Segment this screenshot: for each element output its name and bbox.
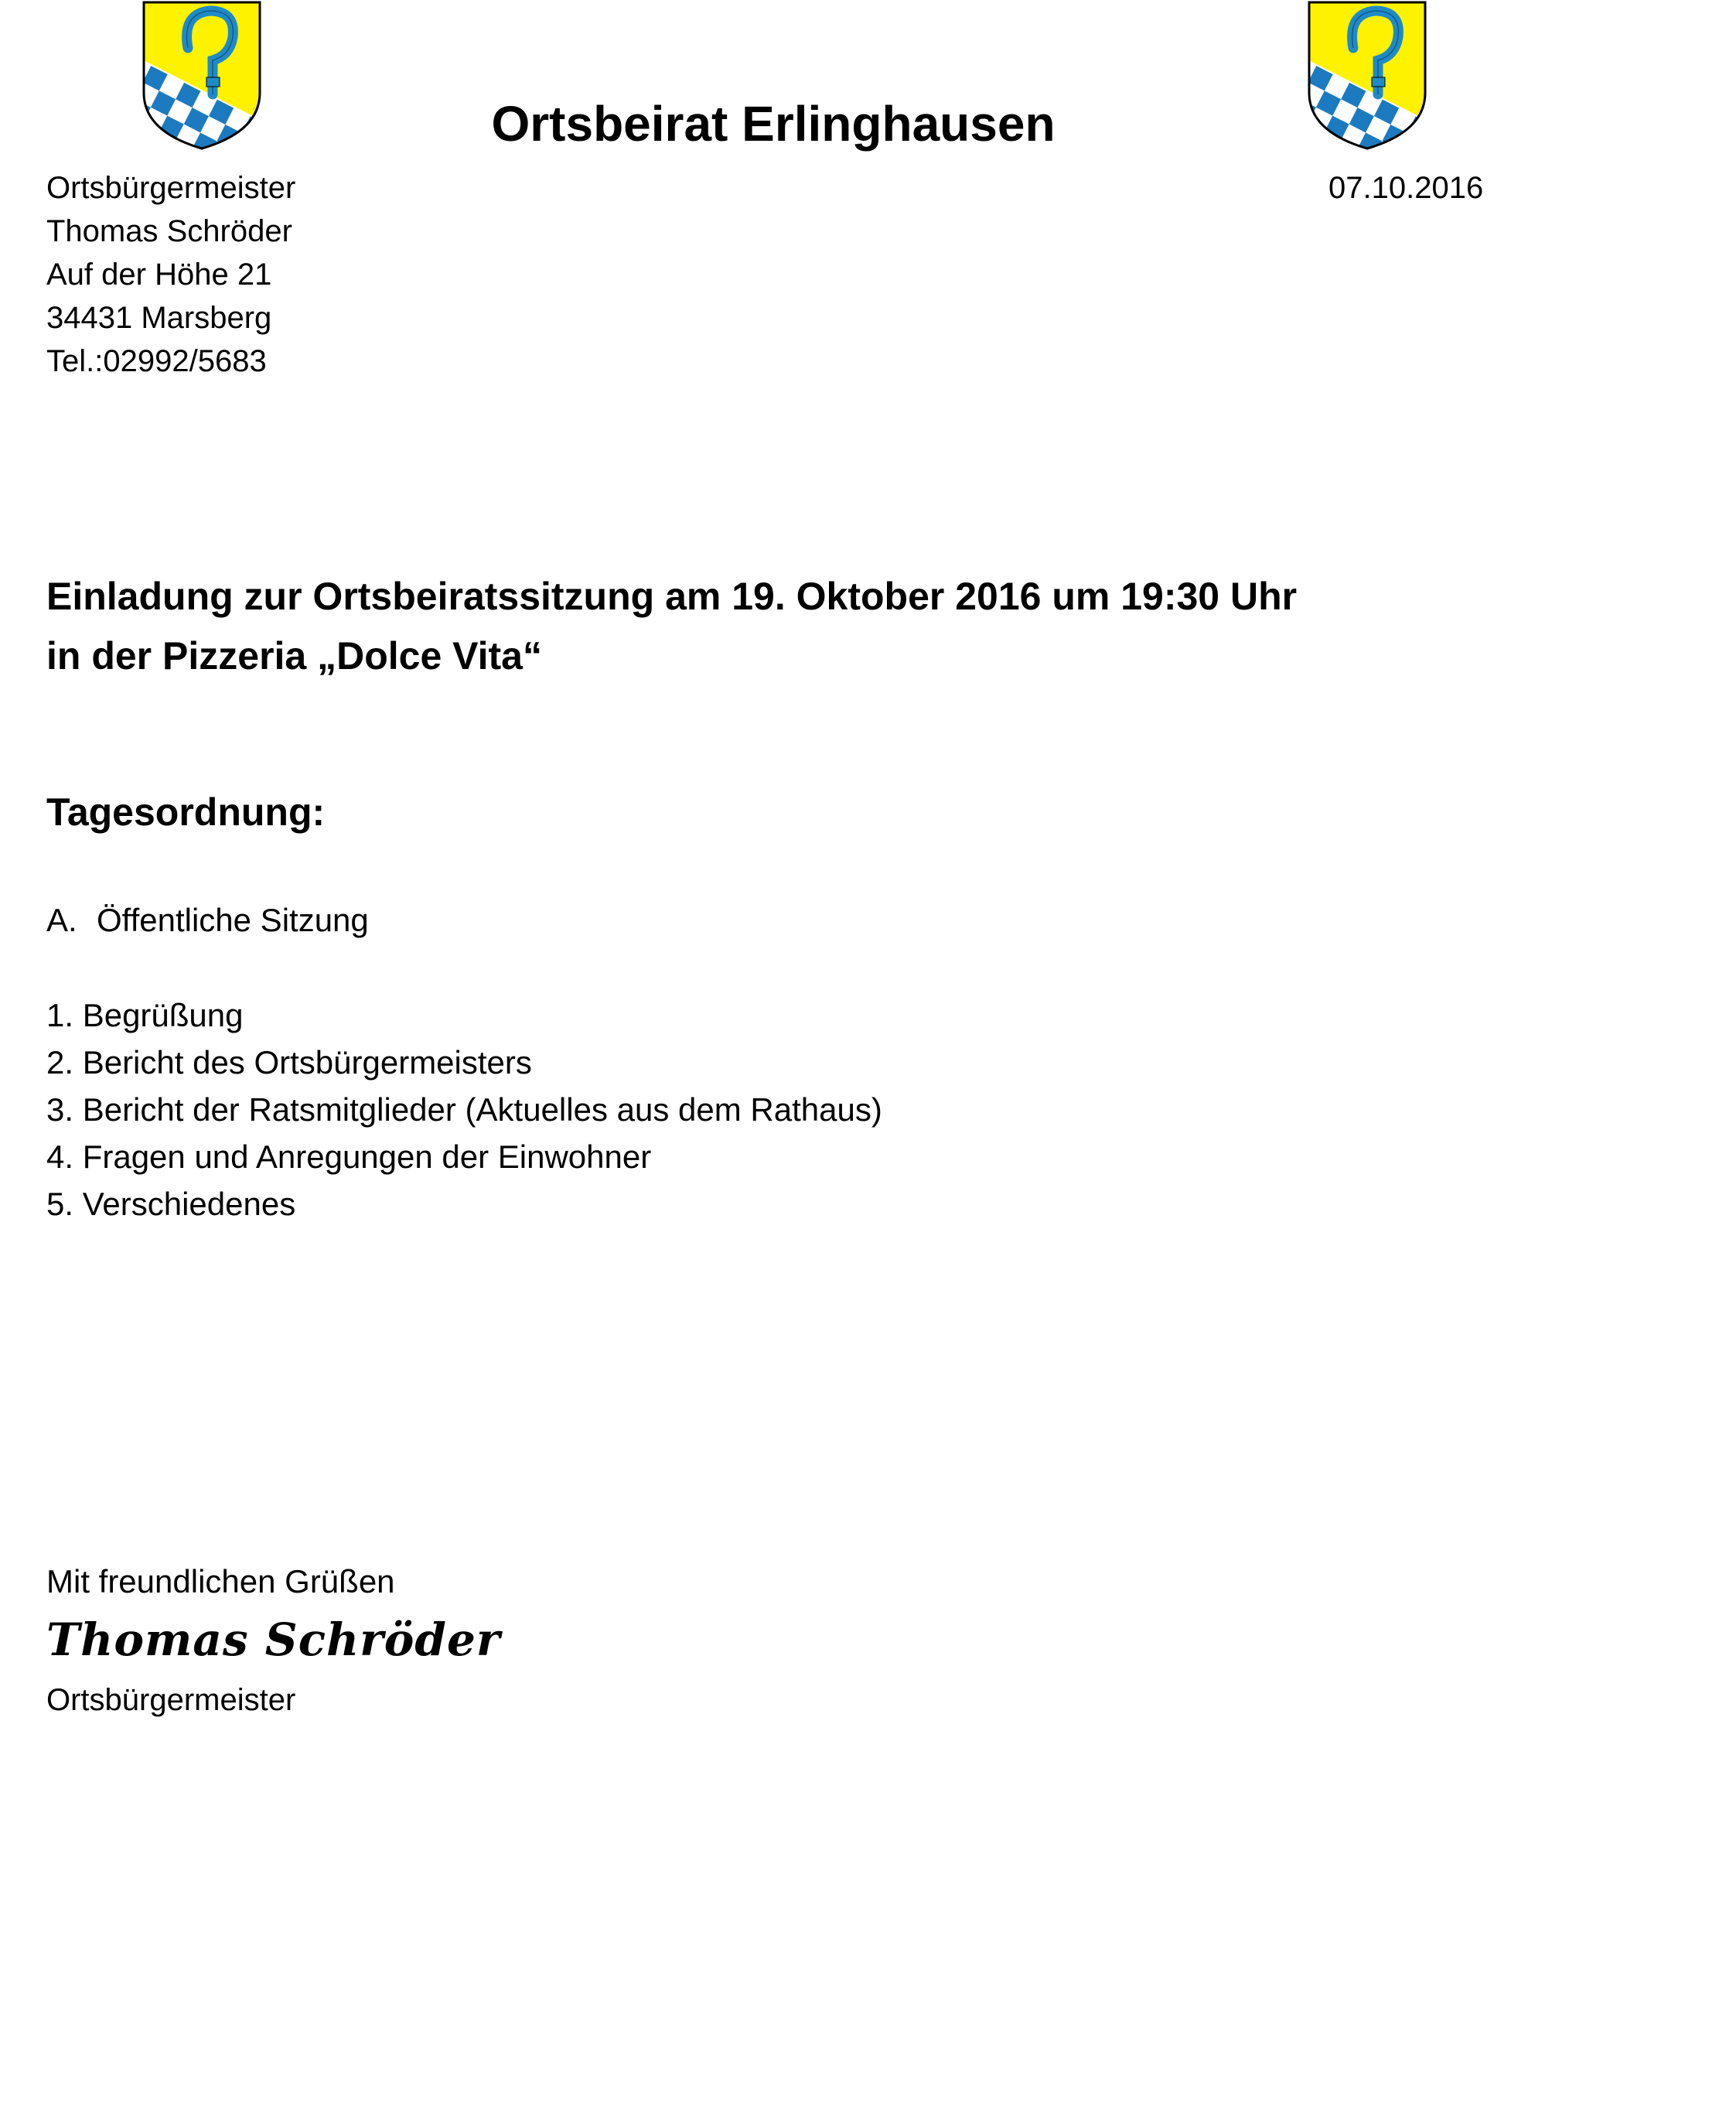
coat-of-arms-icon <box>1307 0 1427 151</box>
sender-name: Thomas Schröder <box>46 214 292 248</box>
invitation-line-1: Einladung zur Ortsbeiratssitzung am 19. Oktober 2016 um 19:30 Uhr <box>46 575 1298 618</box>
invitation-heading <box>46 567 1297 686</box>
agenda-item: 5. Verschiedenes <box>46 1186 296 1222</box>
closing-greeting: Mit freundlichen Grüßen <box>46 1563 395 1599</box>
agenda-item: 3. Bericht der Ratsmitglieder (Aktuelles aus dem Rathaus) <box>46 1091 882 1128</box>
agenda-item: 4. Fragen und Anregungen der Einwohner <box>46 1139 652 1175</box>
section-label: Öffentliche Sitzung <box>97 902 369 938</box>
sender-city: 34431 Marsberg <box>46 301 272 335</box>
signer-role: Ortsbürgermeister <box>46 1683 296 1717</box>
agenda-item: 1. Begrüßung <box>46 997 244 1033</box>
invitation-line-2: in der Pizzeria „Dolce Vita“ <box>46 634 542 678</box>
letter-date: 07.10.2016 <box>1328 171 1484 205</box>
sender-address <box>46 166 295 383</box>
agenda-section <box>46 897 369 944</box>
agenda-title: Tagesordnung: <box>46 790 326 834</box>
sender-role: Ortsbürgermeister <box>46 171 296 205</box>
page-title: Ortsbeirat Erlinghausen <box>491 96 1056 152</box>
sender-street: Auf der Höhe 21 <box>46 258 272 292</box>
section-letter: A. <box>46 902 77 938</box>
sender-phone: Tel.:02992/5683 <box>46 344 267 378</box>
agenda-list <box>46 992 882 1227</box>
coat-of-arms-icon <box>142 0 262 151</box>
signature: Thomas Schröder <box>46 1613 501 1666</box>
agenda-item: 2. Bericht des Ortsbürgermeisters <box>46 1044 532 1081</box>
